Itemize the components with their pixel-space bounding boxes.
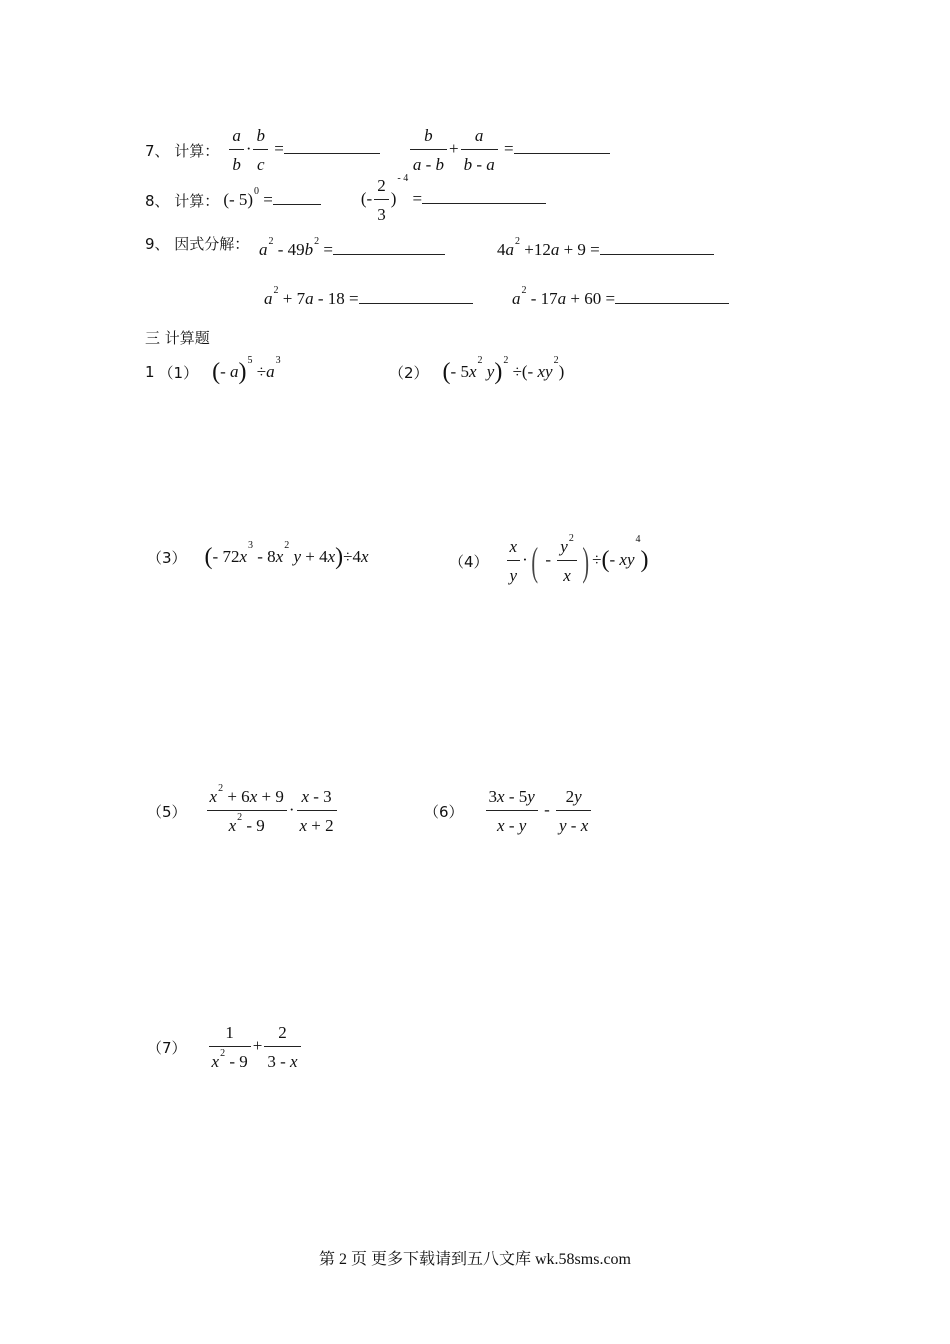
problem-4 [449, 532, 649, 587]
expr-9b: $4a^2 +12a + 9$ = [497, 240, 714, 260]
expr-7a: $\frac{a}{b}$ · $\frac{b}{c}$ = [227, 127, 380, 173]
question-9-label: 9、 因式分解： [145, 234, 250, 253]
problem-7-label: （7） [147, 1038, 187, 1057]
answer-blank[interactable] [273, 190, 321, 205]
answer-blank[interactable] [600, 240, 714, 255]
problem-1-number: 1 [145, 363, 155, 381]
problem-1 [145, 354, 281, 387]
page-footer: 第 2 页 更多下载请到五八文库 wk.58sms.com [318, 1251, 631, 1268]
expr-p5: $\frac{x^2 + 6x + 9}{x^2 - 9}$ · $\frac{x - 3}{x + 2}$ [205, 788, 339, 834]
expr-8b: (- $\frac{2}{3}$ )$^{- 4}$ = [361, 177, 546, 223]
expr-p1: (- $a)^5 \div a^3$ [212, 354, 281, 385]
expr-p2: (- $5x^2$ y)$^2$ ÷(- $xy^2$) [442, 354, 565, 385]
expr-p3: (- $72x^3 - 8x^2$ y + 4x)÷4x [204, 539, 369, 570]
question-8-label: 8、 计算： [145, 191, 220, 210]
question-9 [145, 228, 249, 258]
expr-9d: $a^2 - 17a + 60$ = [512, 289, 729, 309]
problem-3 [147, 540, 369, 574]
question-7 [145, 128, 610, 172]
answer-blank[interactable] [333, 240, 445, 255]
expr-8a: (- 5)$^0$ = [223, 190, 321, 210]
expr-9a: $a^2 - 49b^2$ = [259, 240, 445, 260]
answer-blank[interactable] [615, 289, 729, 304]
question-7-label: 7、 计算： [145, 141, 220, 160]
answer-blank[interactable] [514, 139, 610, 154]
problem-4-label: （4） [449, 552, 489, 571]
question-8 [145, 173, 546, 224]
expr-p7: $\frac{1}{x^2 - 9}$ + $\frac{2}{3 - x}$ [207, 1024, 303, 1070]
problem-3-label: （3） [147, 548, 187, 567]
problem-6 [424, 786, 593, 836]
expr-9c: $a^2 + 7a - 18$ = [264, 289, 473, 309]
expr-7b: $\frac{b}{a - b}$ + $\frac{a}{b - a}$ = [408, 127, 610, 173]
problem-2-label: （2） [389, 363, 429, 382]
expr-p4: $\frac{x}{y}$ ·( - $\frac{y^2}{x}$ ) ÷(- $xy^4$) [505, 538, 649, 585]
problem-1-label: （1） [158, 363, 199, 382]
problem-7 [147, 1022, 303, 1072]
answer-blank[interactable] [284, 139, 380, 154]
problem-2 [389, 354, 565, 387]
problem-5 [147, 783, 339, 836]
expr-p6: $\frac{3x - 5y}{x - y}$ - $\frac{2y}{y - x}$ [484, 788, 594, 834]
problem-5-label: （5） [147, 802, 187, 821]
section-title: 三 计算题 [145, 329, 210, 347]
answer-blank[interactable] [359, 289, 473, 304]
problem-6-label: （6） [424, 802, 464, 821]
answer-blank[interactable] [422, 189, 546, 204]
